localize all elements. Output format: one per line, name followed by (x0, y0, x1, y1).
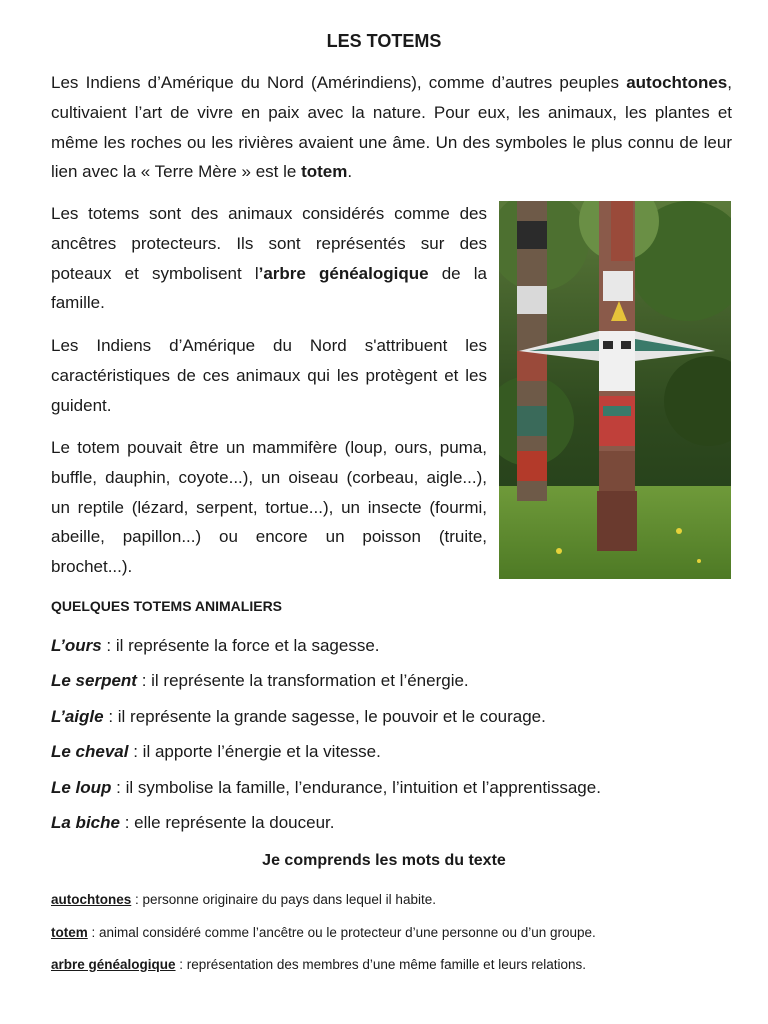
vocab-definition: : représentation des membres d’une même famille et leurs relations. (175, 957, 586, 972)
list-item (51, 632, 751, 667)
list-item (51, 774, 751, 809)
attributes-paragraph: Les Indiens d’Amérique du Nord s'attribuent les caractéristiques de ces animaux qui les protègent et les guident. (51, 336, 487, 415)
vocabulary-list (51, 889, 751, 987)
list-item (51, 922, 751, 955)
animal-description: : elle représente la douceur. (119, 812, 335, 832)
vocab-term: autochtones (51, 892, 132, 907)
list-item (51, 738, 751, 773)
animal-name: L’ours (51, 636, 102, 655)
page-title: LES TOTEMS (326, 31, 442, 51)
vocab-term: arbre généalogique (51, 957, 176, 972)
animal-name: Le loup (51, 777, 112, 797)
intro-bold-autochtones: autochtones (626, 73, 728, 92)
list-item (51, 703, 751, 738)
animals-list-paragraph: Le totem pouvait être un mammifère (loup, ours, puma, buffle, dauphin, coyote...), un oiseau (corbeau, aigle...), un reptile (lézard, serpent, tortue...), un insecte (fourmi, abeille, papillon...) ou encore un poisson (truite, brochet...). (51, 438, 487, 577)
list-item (51, 667, 751, 702)
animal-description: : il représente la grande sagesse, le pouvoir et le courage. (103, 706, 546, 726)
animal-name: Le serpent (51, 671, 137, 691)
animal-totems-list (51, 632, 751, 844)
list-item (51, 809, 751, 844)
animal-name: L’aigle (51, 706, 104, 726)
totem-pole-illustration (499, 201, 731, 579)
intro-text-3: . (347, 162, 353, 182)
animal-name: La biche (51, 812, 120, 832)
para1-bold-arbre: ’arbre généalogique (258, 263, 429, 283)
intro-text-1: Les Indiens d’Amérique du Nord (Amérindiens), comme d’autres peuples (51, 73, 627, 92)
totems-paragraph (51, 199, 487, 318)
vocab-term: totem (51, 924, 88, 940)
animal-description: : il symbolise la famille, l’endurance, l’intuition et l’apprentissage. (111, 777, 601, 797)
vocab-definition: : personne originaire du pays dans lequel il habite. (131, 892, 436, 907)
animal-description: : il représente la force et la sagesse. (101, 636, 380, 655)
intro-paragraph (51, 68, 732, 187)
para1-text-1: Les totems sont des animaux considérés comme des ancêtres protecteurs. Ils sont représentés sur des poteaux et symbolisent l (51, 204, 487, 283)
animal-description: : il représente la transformation et l’énergie. (136, 671, 469, 691)
totem-pole-photo (499, 201, 731, 579)
vocab-definition: : animal considéré comme l’ancêtre ou le protecteur d’une personne ou d’un groupe. (87, 924, 596, 940)
section-title: QUELQUES TOTEMS ANIMALIERS (51, 598, 283, 614)
para1-text-2: de la famille. (51, 263, 487, 313)
intro-bold-totem: totem (301, 162, 348, 182)
intro-text-2: , cultivaient l’art de vivre en paix avec la nature. Pour eux, les animaux, les plantes et même les roches ou les rivières avaient une âme. Un des symboles le plus connu de leur lien avec la « Terre Mère » est le (51, 73, 732, 182)
animal-description: : il apporte l’énergie et la vitesse. (128, 742, 381, 762)
vocabulary-title: Je comprends les mots du texte (262, 852, 506, 869)
list-item (51, 954, 751, 987)
animal-name: Le cheval (51, 742, 129, 762)
list-item (51, 889, 751, 922)
